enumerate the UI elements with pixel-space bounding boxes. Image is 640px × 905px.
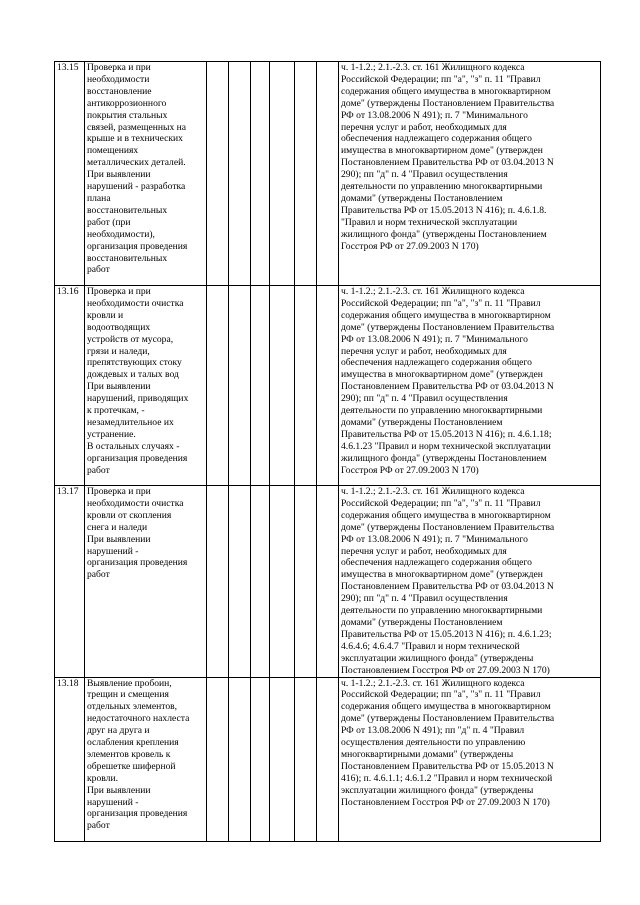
empty-cell — [207, 62, 229, 286]
empty-cell — [229, 62, 251, 286]
empty-cell — [295, 486, 317, 678]
legal-basis: ч. 1-1.2.; 2.1.-2.3. ст. 161 Жилищного кодекса Российской Федерации; пп "а", "з" п. 11 "Правил содержания общего имущества в многоквартирном доме" (утверждены Постановлением Правительства РФ от 13.08.2006 N 491); п. 7 "Минимального перечня услуг и работ, необходимых для обеспечения надлежащего содержания общего имущества в многоквартирном доме" (утвержден Постановлением Правительства РФ от 03.04.2013 N 290); пп "д" п. 4 "Правил осуществления деятельности по управлению многоквартирными домами" (утверждены Постановлением Правительства РФ от 15.05.2013 N 416); п. 4.6.1.23; 4.6.4.6; 4.6.4.7 "Правил и норм технической эксплуатации жилищного фонда" (утверждены Постановлением Госстроя РФ от 27.09.2003 N 170) — [339, 486, 601, 678]
item-number: 13.17 — [55, 486, 85, 678]
empty-cell — [229, 286, 251, 486]
empty-cell — [295, 677, 317, 841]
table-row — [55, 486, 601, 678]
empty-cell — [295, 286, 317, 486]
item-number: 13.18 — [55, 677, 85, 841]
empty-cell — [270, 486, 295, 678]
empty-cell — [270, 62, 295, 286]
legal-basis: ч. 1-1.2.; 2.1.-2.3. ст. 161 Жилищного кодекса Российской Федерации; пп "а", "з" п. 11 "Правил содержания общего имущества в многоквартирном доме" (утверждены Постановлением Правительства РФ от 13.08.2006 N 491); пп "д" п. 4 "Правил осуществления деятельности по управлению многоквартирными домами" (утверждены Постановлением Правительства РФ от 15.05.2013 N 416); п. 4.6.1.1; 4.6.1.2 "Правил и норм технической эксплуатации жилищного фонда" (утверждены Постановлением Госстроя РФ от 27.09.2003 N 170) — [339, 677, 601, 841]
work-description: Проверка и при необходимости очистка кровли и водоотводящих устройств от мусора, грязи и наледи, препятствующих стоку дождевых и талых вод При выявлении нарушений, приводящих к протечкам, - незамедлительное их устранение. В остальных случаях - организация проведения работ — [85, 286, 207, 486]
empty-cell — [317, 677, 339, 841]
empty-cell — [270, 677, 295, 841]
work-description: Выявление пробоин, трещин и смещения отдельных элементов, недостаточного нахлеста друг на друга и ослабления крепления элементов кровель к обрешетке шиферной кровли. При выявлении нарушений - организация проведения работ — [85, 677, 207, 841]
item-number: 13.15 — [55, 62, 85, 286]
item-number: 13.16 — [55, 286, 85, 486]
work-description: Проверка и при необходимости восстановление антикоррозионного покрытия стальных связей, размещенных на крыше и в технических помещениях металлических деталей. При выявлении нарушений - разработка плана восстановительных работ (при необходимости), организация проведения восстановительных работ — [85, 62, 207, 286]
empty-cell — [207, 286, 229, 486]
table-row — [55, 62, 601, 286]
empty-cell — [229, 486, 251, 678]
empty-cell — [229, 677, 251, 841]
empty-cell — [251, 486, 270, 678]
empty-cell — [207, 486, 229, 678]
empty-cell — [251, 62, 270, 286]
empty-cell — [317, 286, 339, 486]
legal-basis: ч. 1-1.2.; 2.1.-2.3. ст. 161 Жилищного кодекса Российской Федерации; пп "а", "з" п. 11 "Правил содержания общего имущества в многоквартирном доме" (утверждены Постановлением Правительства РФ от 13.08.2006 N 491); п. 7 "Минимального перечня услуг и работ, необходимых для обеспечения надлежащего содержания общего имущества в многоквартирном доме" (утвержден Постановлением Правительства РФ от 03.04.2013 N 290); пп "д" п. 4 "Правил осуществления деятельности по управлению многоквартирными домами" (утверждены Постановлением Правительства РФ от 15.05.2013 N 416); п. 4.6.1.18; 4.6.1.23 "Правил и норм технической эксплуатации жилищного фонда" (утверждены Постановлением Госстроя РФ от 27.09.2003 N 170) — [339, 286, 601, 486]
table-row — [55, 286, 601, 486]
empty-cell — [251, 286, 270, 486]
regulation-table — [54, 61, 601, 842]
legal-basis: ч. 1-1.2.; 2.1.-2.3. ст. 161 Жилищного кодекса Российской Федерации; пп "а", "з" п. 11 "Правил содержания общего имущества в многоквартирном доме" (утверждены Постановлением Правительства РФ от 13.08.2006 N 491); п. 7 "Минимального перечня услуг и работ, необходимых для обеспечения надлежащего содержания общего имущества в многоквартирном доме" (утвержден Постановлением Правительства РФ от 03.04.2013 N 290); пп "д" п. 4 "Правил осуществления деятельности по управлению многоквартирными домами" (утверждены Постановлением Правительства РФ от 15.05.2013 N 416); п. 4.6.1.8. "Правил и норм технической эксплуатации жилищного фонда" (утверждены Постановлением Госстроя РФ от 27.09.2003 N 170) — [339, 62, 601, 286]
table-row — [55, 677, 601, 841]
empty-cell — [270, 286, 295, 486]
empty-cell — [317, 62, 339, 286]
empty-cell — [207, 677, 229, 841]
empty-cell — [317, 486, 339, 678]
empty-cell — [295, 62, 317, 286]
empty-cell — [251, 677, 270, 841]
work-description: Проверка и при необходимости очистка кровли от скопления снега и наледи При выявлении нарушений - организация проведения работ — [85, 486, 207, 678]
